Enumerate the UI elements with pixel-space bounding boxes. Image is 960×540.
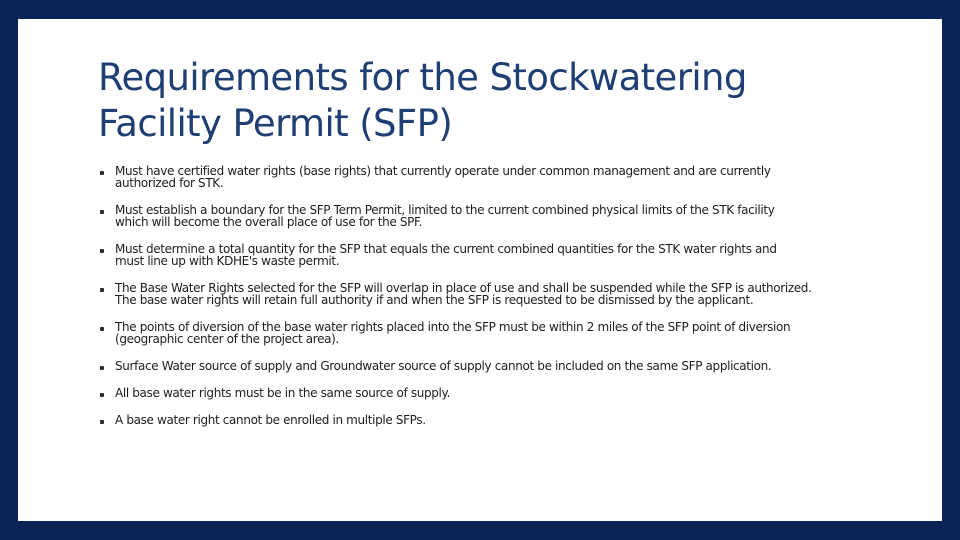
bullet-line: All base water rights must be in the same source of supply. [115,386,451,400]
bullet-text [115,387,880,399]
slide-title-line: Requirements for the Stockwatering [98,56,747,99]
bullet-text [115,321,880,345]
bullet-marker [100,210,104,214]
bullet-line: authorized for STK. [115,176,224,190]
slide-title-line: Facility Permit (SFP) [98,102,453,145]
bullet-marker [100,249,104,253]
bullet-item [100,204,880,228]
bullet-line: Must establish a boundary for the SFP Term Permit, limited to the current combined physical limits of the STK facility [115,203,775,217]
bullet-line: The points of diversion of the base water rights placed into the SFP must be within 2 miles of the SFP point of diversion [115,320,791,334]
bullet-marker [100,171,104,175]
bullet-item [100,360,880,372]
bullet-text [115,360,880,372]
bullet-line: The Base Water Rights selected for the SFP will overlap in place of use and shall be suspended while the SFP is authorized. [115,281,812,295]
bullet-item [100,321,880,345]
bullet-item [100,165,880,189]
bullet-marker [100,420,104,424]
bullet-marker [100,288,104,292]
bullet-line: (geographic center of the project area). [115,332,339,346]
bullet-text [115,165,880,189]
bullet-item [100,387,880,399]
bullet-item [100,243,880,267]
bullet-line: Must determine a total quantity for the SFP that equals the current combined quantities for the STK water rights and [115,242,777,256]
bullet-item [100,282,880,306]
bullet-text [115,243,880,267]
bullet-text [115,282,880,306]
bullet-text [115,204,880,228]
bullet-line: The base water rights will retain full authority if and when the SFP is requested to be dismissed by the applicant. [115,293,754,307]
bullet-marker [100,393,104,397]
bullet-line: which will become the overall place of use for the SPF. [115,215,423,229]
slide-canvas [18,19,942,521]
bullet-marker [100,327,104,331]
bullet-line: must line up with KDHE's waste permit. [115,254,340,268]
bullet-line: A base water right cannot be enrolled in multiple SFPs. [115,413,426,427]
bullet-item [100,414,880,426]
bullet-line: Surface Water source of supply and Groundwater source of supply cannot be included on the same SFP application. [115,359,772,373]
bullet-text [115,414,880,426]
bullet-marker [100,366,104,370]
slide-title [98,55,878,147]
bullet-line: Must have certified water rights (base rights) that currently operate under common management and are currently [115,164,771,178]
